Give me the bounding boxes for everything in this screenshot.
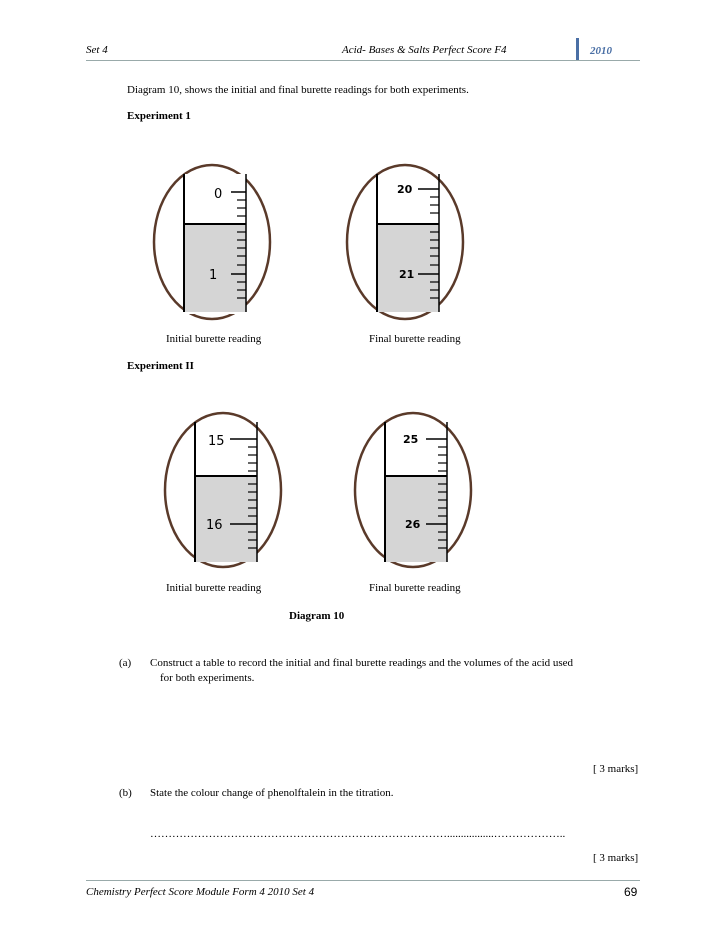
question-b-marks: [ 3 marks] bbox=[593, 852, 639, 864]
burette-exp2-final bbox=[352, 410, 474, 570]
scale-label-top: 15 bbox=[208, 434, 225, 449]
exp1-final-caption: Final burette reading bbox=[369, 333, 461, 345]
scale-label-bottom: 16 bbox=[206, 518, 223, 533]
exp2-initial-caption: Initial burette reading bbox=[166, 582, 262, 594]
question-a-marks: [ 3 marks] bbox=[593, 763, 639, 775]
scale-label-bottom: 21 bbox=[399, 268, 415, 281]
header-rule bbox=[86, 60, 640, 61]
footer-text: Chemistry Perfect Score Module Form 4 2010 Set 4 bbox=[86, 886, 315, 898]
scale-label-bottom: 1 bbox=[209, 268, 218, 283]
question-a-label: (a) bbox=[119, 657, 132, 669]
burette-exp2-initial bbox=[162, 410, 284, 570]
page-number: 69 bbox=[624, 885, 638, 899]
exp2-final-caption: Final burette reading bbox=[369, 582, 461, 594]
question-b-answer-line: ……………………………………………………………………….................……………….. bbox=[150, 828, 566, 840]
scale-label-top: 25 bbox=[403, 433, 419, 446]
scale-label-top: 20 bbox=[397, 183, 413, 196]
intro-text: Diagram 10, shows the initial and final burette readings for both experiments. bbox=[127, 84, 469, 96]
experiment-2-title: Experiment II bbox=[127, 360, 194, 372]
header-year: 2010 bbox=[590, 45, 612, 57]
exp1-initial-caption: Initial burette reading bbox=[166, 333, 262, 345]
question-b-label: (b) bbox=[119, 787, 132, 799]
header-divider bbox=[576, 38, 579, 60]
diagram-caption: Diagram 10 bbox=[289, 610, 345, 622]
header-module-title: Acid- Bases & Salts Perfect Score F4 bbox=[342, 44, 507, 56]
scale-label-bottom: 26 bbox=[405, 518, 421, 531]
burette-exp1-final bbox=[344, 162, 466, 322]
burette-exp1-initial bbox=[151, 162, 273, 322]
question-b-text: State the colour change of phenolftalein in the titration. bbox=[150, 787, 394, 799]
experiment-1-title: Experiment 1 bbox=[127, 110, 191, 122]
question-a-text-cont: for both experiments. bbox=[160, 672, 255, 684]
scale-label-top: 0 bbox=[214, 187, 223, 202]
question-a-text: Construct a table to record the initial and final burette readings and the volumes of the acid used bbox=[150, 657, 574, 669]
header-set-label: Set 4 bbox=[86, 44, 108, 56]
footer-rule bbox=[86, 880, 640, 881]
